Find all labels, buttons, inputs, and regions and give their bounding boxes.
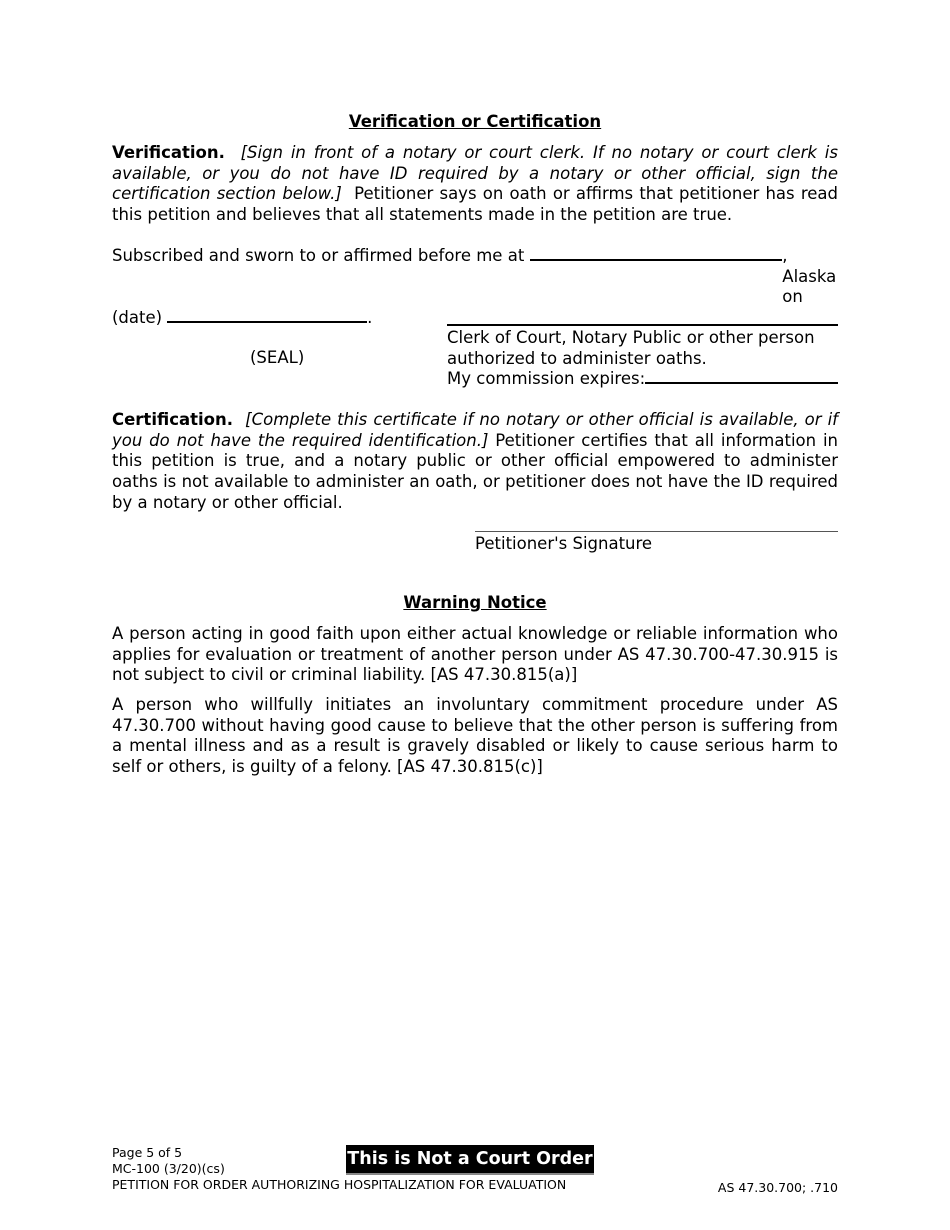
period: . [367, 308, 373, 328]
date-label: (date) [112, 308, 163, 328]
location-field[interactable] [530, 259, 782, 261]
date-field[interactable] [167, 321, 367, 323]
commission-expires-field[interactable] [645, 382, 838, 384]
clerk-block [447, 328, 838, 390]
verification-label: Verification. [112, 143, 225, 162]
seal-label: (SEAL) [250, 348, 305, 367]
certification-instructions: [Complete this certificate if no notary or other official is available, or if you do not have the required identification.] [112, 410, 838, 450]
certification-statement: Petitioner certifies that all information in this petition is true, and a notary public or other official empowered to administer oaths is not available to administer an oath, or petitioner does not have the ID required by a notary or other official. [112, 430, 838, 512]
certification-label: Certification. [112, 410, 234, 429]
warning-heading: Warning Notice [403, 593, 547, 612]
clerk-signature-line[interactable] [447, 324, 838, 326]
form-title: PETITION FOR ORDER AUTHORIZING HOSPITALIZATION FOR EVALUATION [112, 1177, 567, 1192]
petitioner-signature-label: Petitioner's Signature [475, 534, 653, 553]
sworn-paragraph [112, 246, 838, 329]
page-number: Page 5 of 5 [112, 1145, 183, 1160]
clerk-line-1: Clerk of Court, Notary Public or other person [447, 328, 815, 347]
clerk-line-2: authorized to administer oaths. [447, 348, 707, 368]
commission-label: My commission expires: [447, 369, 646, 389]
form-code: MC-100 (3/20)(cs) [112, 1161, 225, 1176]
warning-paragraph-1: A person acting in good faith upon either actual knowledge or reliable information who applies for evaluation or treatment of another person under AS 47.30.700-47.30.915 is not subject to civil or criminal liability. [AS 47.30.815(a)] [112, 624, 838, 685]
verification-statement: Petitioner says on oath or affirms that petitioner has read this petition and believes that all statements made in the petition are true. [112, 184, 838, 225]
verification-heading: Verification or Certification [348, 112, 602, 131]
certification-paragraph [112, 410, 838, 514]
statute-reference: AS 47.30.700; .710 [717, 1180, 838, 1195]
sworn-text: Subscribed and sworn to or affirmed before me at [112, 246, 525, 265]
warning-paragraph-2: A person who willfully initiates an involuntary commitment procedure under AS 47.30.700 without having good cause to believe that the other person is suffering from a mental illness and as a result is gravely disabled or likely to cause serious harm to self or others, is guilty of a felony. [AS 47.30.815(c)] [112, 695, 838, 777]
verification-instructions: [Sign in front of a notary or court clerk. If no notary or court clerk is available, or you do not have ID required by a notary or other official, sign the certification section below.] [112, 143, 838, 204]
alaska-text: , Alaska on [782, 246, 837, 307]
petitioner-signature-line[interactable] [475, 531, 838, 532]
not-court-order-banner: This is Not a Court Order [346, 1145, 594, 1175]
verification-paragraph [112, 143, 838, 226]
